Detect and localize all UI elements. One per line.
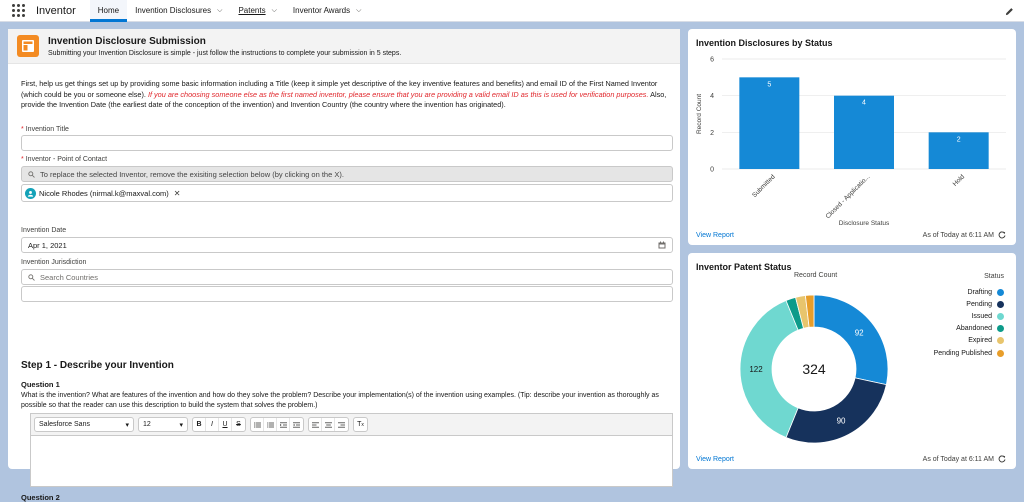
list-format-group bbox=[250, 417, 304, 432]
bar bbox=[739, 77, 799, 169]
bar-value-label: 2 bbox=[956, 136, 961, 144]
font-size-value: 12 bbox=[143, 421, 151, 428]
nav-tab-home[interactable] bbox=[90, 0, 127, 22]
form-header bbox=[8, 29, 680, 64]
font-size-select[interactable] bbox=[138, 417, 188, 432]
y-tick-label: 4 bbox=[710, 93, 714, 101]
question1-text: What is the invention? What are features of the invention and how do they solve the problem? Describe your implementation(s) of the invention using examples. (Tip: describe your invention as thoroughly as possible so that the reader can use this description to build the system that solves the problem.) bbox=[21, 392, 659, 409]
disclosure-form-card bbox=[8, 29, 680, 502]
outdent-icon[interactable] bbox=[290, 418, 303, 431]
patent-view-report-link[interactable]: View Report bbox=[696, 455, 735, 463]
invention-title-input[interactable] bbox=[21, 135, 673, 151]
underline-icon[interactable]: U bbox=[219, 418, 232, 431]
numbered-list-icon[interactable] bbox=[264, 418, 277, 431]
patent-as-of-text: As of Today at 6:11 AM bbox=[922, 455, 994, 463]
legend-swatch bbox=[997, 325, 1004, 332]
question2-title: Question 2 bbox=[21, 493, 60, 502]
form-title: Invention Disclosure Submission bbox=[48, 35, 206, 47]
status-bar-chart bbox=[688, 47, 1016, 227]
refresh-icon[interactable] bbox=[998, 231, 1006, 239]
chevron-down-icon[interactable]: ⌵ bbox=[271, 6, 277, 14]
global-nav bbox=[0, 0, 1024, 22]
legend-swatch bbox=[997, 313, 1004, 320]
y-tick-label: 6 bbox=[710, 56, 714, 64]
text-format-group bbox=[192, 417, 246, 432]
legend-item[interactable] bbox=[934, 310, 1004, 322]
nav-tab-inventor-awards[interactable] bbox=[285, 0, 370, 22]
jurisdiction-placeholder: Search Countries bbox=[40, 272, 98, 282]
invention-date-label: Invention Date bbox=[21, 227, 67, 234]
legend-title: Status bbox=[984, 273, 1004, 280]
invention-date-value: Apr 1, 2021 bbox=[28, 240, 67, 250]
poc-hint-text: To replace the selected Inventor, remove the exisiting selection below (by clicking on the X). bbox=[40, 169, 344, 179]
indent-icon[interactable] bbox=[277, 418, 290, 431]
remove-inventor-close-icon[interactable]: ✕ bbox=[173, 188, 181, 198]
legend-item-label: Issued bbox=[971, 312, 992, 320]
slice-value-label: 122 bbox=[749, 365, 763, 374]
disclosures-by-status-card bbox=[688, 29, 1016, 245]
search-icon bbox=[28, 274, 35, 281]
status-card-title: Invention Disclosures by Status bbox=[696, 38, 833, 48]
align-right-icon[interactable] bbox=[335, 418, 348, 431]
jurisdiction-selection-box[interactable] bbox=[21, 286, 673, 302]
align-center-icon[interactable] bbox=[322, 418, 335, 431]
poc-label-text: Inventor - Point of Contact bbox=[25, 156, 108, 163]
legend-item-label: Abandoned bbox=[956, 325, 992, 333]
donut-slice bbox=[786, 378, 886, 443]
poc-search-input[interactable] bbox=[21, 166, 673, 182]
poc-label bbox=[21, 156, 107, 163]
patent-status-card bbox=[688, 253, 1016, 469]
invention-title-label-text: Invention Title bbox=[25, 126, 69, 133]
form-intro-text bbox=[21, 79, 671, 111]
clear-formatting-icon[interactable]: T x bbox=[357, 421, 364, 428]
avatar-icon bbox=[25, 188, 36, 199]
legend-item[interactable] bbox=[934, 335, 1004, 347]
nav-tab-label: Home bbox=[97, 6, 120, 15]
required-marker: * bbox=[21, 126, 24, 133]
x-axis-label: Disclosure Status bbox=[838, 220, 890, 227]
slice-value-label: 92 bbox=[854, 328, 864, 338]
jurisdiction-label: Invention Jurisdiction bbox=[21, 259, 87, 266]
y-tick-label: 0 bbox=[710, 166, 714, 174]
legend-item[interactable] bbox=[934, 347, 1004, 359]
selected-inventor-pill[interactable] bbox=[25, 188, 180, 199]
refresh-icon[interactable] bbox=[998, 455, 1006, 463]
poc-selection-box bbox=[21, 184, 673, 202]
invention-date-input[interactable] bbox=[21, 237, 673, 253]
question1-rich-text-editor[interactable] bbox=[30, 435, 673, 487]
x-tick-label: Closed - Applicatio... bbox=[824, 173, 872, 221]
edit-nav-pencil-icon[interactable] bbox=[1002, 4, 1016, 18]
align-left-icon[interactable] bbox=[309, 418, 322, 431]
search-icon bbox=[28, 171, 35, 178]
align-group bbox=[308, 417, 349, 432]
y-tick-label: 2 bbox=[710, 129, 714, 137]
legend-swatch bbox=[997, 350, 1004, 357]
form-logo-icon bbox=[17, 35, 39, 57]
nav-tab-label: Patents bbox=[238, 6, 266, 15]
app-launcher-icon[interactable] bbox=[8, 1, 28, 21]
nav-tab-label: Inventor Awards bbox=[292, 6, 351, 15]
legend-item-label: Drafting bbox=[967, 288, 992, 296]
donut-chart-title: Record Count bbox=[794, 272, 838, 279]
chevron-down-icon[interactable]: ⌵ bbox=[356, 6, 362, 14]
chevron-down-icon: ▾ bbox=[179, 421, 183, 429]
legend-item-label: Pending Published bbox=[933, 349, 992, 357]
chevron-down-icon[interactable]: ⌵ bbox=[217, 6, 223, 14]
form-subtitle: Submitting your Invention Disclosure is simple - just follow the instructions to complete your submission in 5 steps. bbox=[48, 49, 402, 57]
legend-item-label: Pending bbox=[966, 300, 992, 308]
status-as-of-text: As of Today at 6:11 AM bbox=[922, 231, 994, 239]
intro-text-a: First, help us get things set up by providing some basic information including a Title (keep it simple yet descriptive of the key inventive features and benefits) and email ID of the First Named Inventor (which could be you or someone else). bbox=[21, 79, 658, 99]
nav-tab-label: Invention Disclosures bbox=[135, 6, 212, 15]
patent-card-footer bbox=[696, 455, 1006, 463]
legend-item[interactable] bbox=[934, 323, 1004, 335]
font-family-value: Salesforce Sans bbox=[39, 421, 90, 428]
nav-tab-patents[interactable] bbox=[230, 0, 284, 22]
calendar-icon[interactable] bbox=[658, 241, 666, 251]
jurisdiction-search-input[interactable] bbox=[21, 269, 673, 285]
step1-title: Step 1 - Describe your Invention bbox=[21, 360, 174, 371]
y-axis-label: Record Count bbox=[696, 93, 703, 135]
required-marker: * bbox=[21, 156, 24, 163]
patent-as-of bbox=[923, 455, 1006, 463]
font-family-select[interactable] bbox=[34, 417, 134, 432]
bar-value-label: 4 bbox=[862, 99, 866, 107]
legend-item-label: Expired bbox=[968, 337, 992, 345]
patent-status-legend bbox=[934, 273, 1004, 359]
bullet-list-icon[interactable] bbox=[251, 418, 264, 431]
status-view-report-link[interactable]: View Report bbox=[696, 231, 735, 239]
x-tick-label: Submitted bbox=[751, 173, 777, 200]
app-name: Inventor bbox=[36, 4, 76, 17]
question1-title: Question 1 bbox=[21, 380, 60, 389]
selected-inventor-name: Nicole Rhodes (nirmal.k@maxval.com) bbox=[39, 188, 169, 198]
status-card-footer bbox=[696, 231, 1006, 239]
patent-card-title: Inventor Patent Status bbox=[696, 262, 792, 272]
intro-warning-text: If you are choosing someone else as the first named inventor, please ensure that you are providing a valid email ID as this is used for verification purposes. bbox=[147, 89, 649, 99]
intro-text-b: Also, provide the Invention Date (the earliest date of the conception of the invention) and Invention Country (the country where the invention has originated). bbox=[21, 89, 667, 109]
legend-swatch bbox=[997, 301, 1004, 308]
slice-value-label: 90 bbox=[836, 416, 846, 426]
italic-icon[interactable]: I bbox=[206, 418, 219, 431]
status-as-of bbox=[923, 231, 1006, 239]
legend-item[interactable] bbox=[934, 286, 1004, 298]
legend-swatch bbox=[997, 289, 1004, 296]
bar-value-label: 5 bbox=[767, 81, 772, 89]
legend-swatch bbox=[997, 337, 1004, 344]
strikethrough-icon[interactable]: S bbox=[236, 421, 241, 428]
donut-total-label: 324 bbox=[802, 361, 826, 377]
legend-item[interactable] bbox=[934, 298, 1004, 310]
rich-text-toolbar bbox=[30, 413, 673, 435]
bold-icon[interactable]: B bbox=[193, 418, 206, 431]
nav-tab-invention-disclosures[interactable] bbox=[127, 0, 230, 22]
invention-title-label bbox=[21, 126, 69, 133]
chevron-down-icon: ▾ bbox=[125, 421, 129, 429]
x-tick-label: Hold bbox=[951, 173, 967, 188]
clear-format-group bbox=[353, 417, 368, 432]
